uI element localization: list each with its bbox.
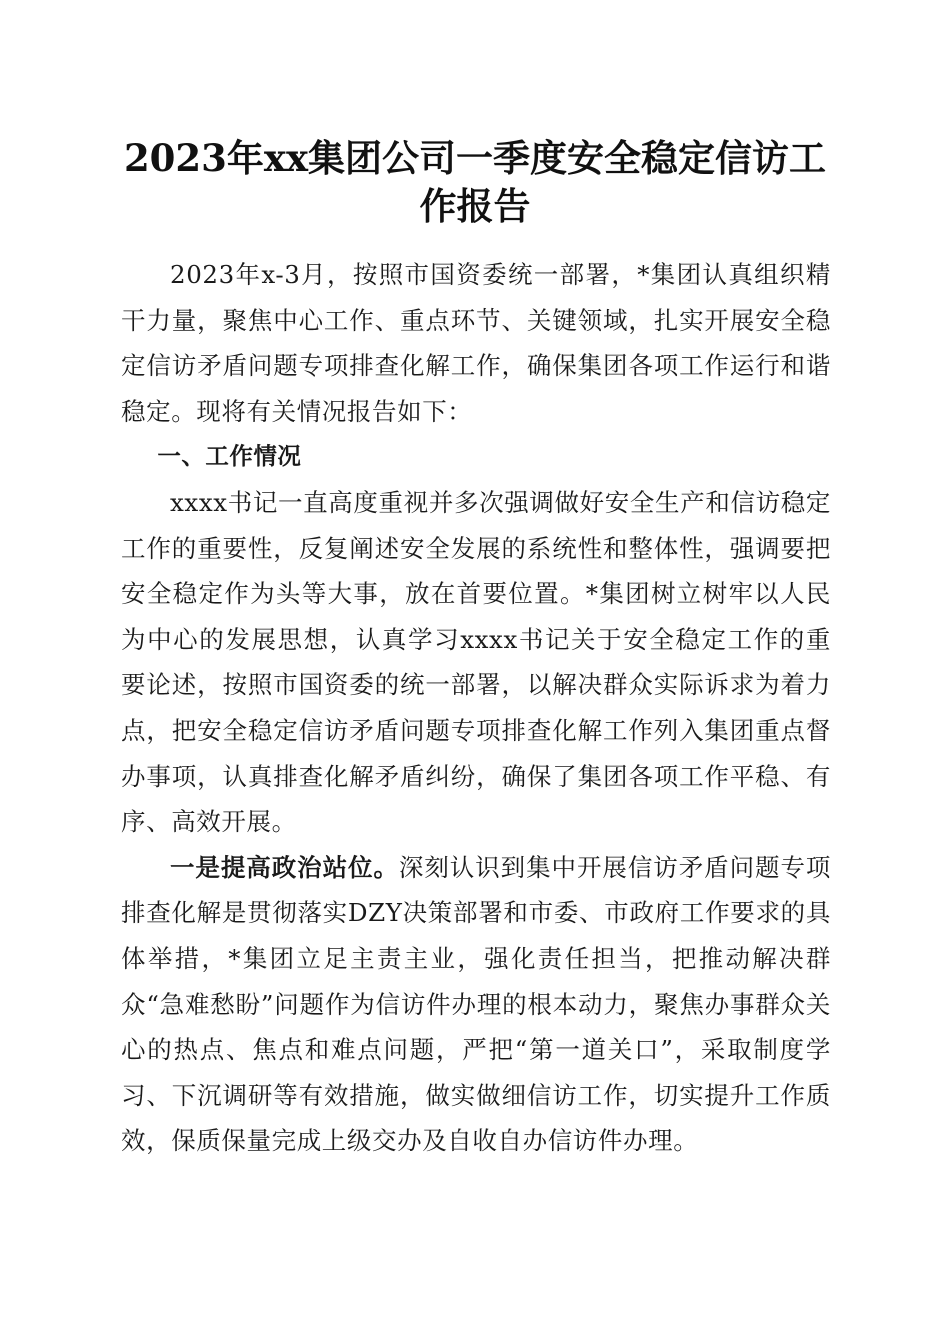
intro-paragraph: 2023年x-3月，按照市国资委统一部署，*集团认真组织精干力量，聚焦中心工作、重点环节、关键领域，扎实开展安全稳定信访矛盾问题专项排查化解工作，确保集团各项工作运行和谐稳定。现将有关情况报告如下： (121, 260, 831, 426)
document-title: 2023年xx集团公司一季度安全稳定信访工作报告 (123, 136, 827, 228)
point-one-lead: 一是提高政治站位。 (170, 852, 399, 882)
document-body (121, 252, 831, 1164)
work-situation-paragraph: xxxx书记一直高度重视并多次强调做好安全生产和信访稳定工作的重要性，反复阐述安全发展的系统性和整体性，强调要把安全稳定作为头等大事，放在首要位置。*集团树立树牢以人民为中心的发展思想，认真学习xxxx书记关于安全稳定工作的重要论述，按照市国资委的统一部署，以解决群众实际诉求为着力点，把安全稳定信访矛盾问题专项排查化解工作列入集团重点督办事项，认真排查化解矛盾纠纷，确保了集团各项工作平稳、有序、高效开展。 (121, 487, 831, 837)
point-one-text: 深刻认识到集中开展信访矛盾问题专项排查化解是贯彻落实DZY决策部署和市委、市政府工作要求的具体举措，*集团立足主责主业，强化责任担当，把推动解决群众“急难愁盼”问题作为信访件办理的根本动力，聚焦办事群众关心的热点、焦点和难点问题，严把“第一道关口”，采取制度学习、下沉调研等有效措施，做实做细信访工作，切实提升工作质效，保质保量完成上级交办及自收自办信访件办理。 (121, 852, 831, 1156)
section-heading: 一、工作情况 (157, 442, 302, 471)
point-one-paragraph (121, 845, 831, 1164)
